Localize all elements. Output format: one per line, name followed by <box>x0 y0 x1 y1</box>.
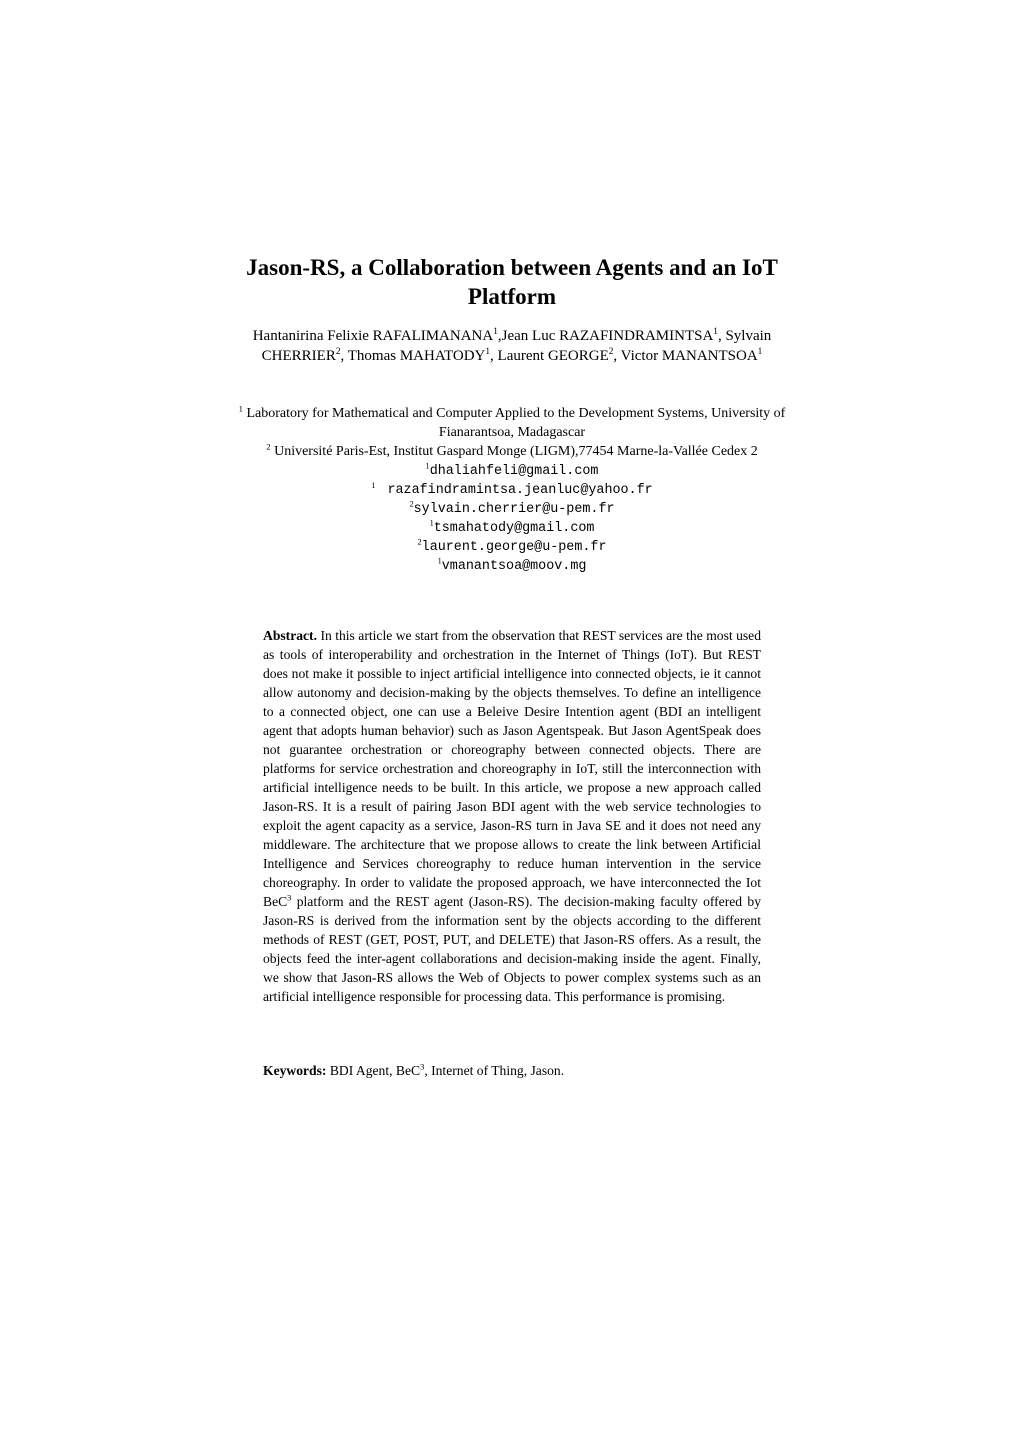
email-item: $^1$ razafindramintsa.jeanluc@yahoo.fr <box>371 480 653 498</box>
keywords: Keywords: BDI Agent, BeC$^3$, Internet of Thing, Jason. <box>263 1061 565 1078</box>
abstract-text: In this article we start from the observation that REST services are the most used as tools of interoperability and orchestration in the Internet of Things (IoT). But REST does not make it possible to inject artificial intelligence into connected objects, ie it cannot allow autonomy and decision-making by the objects themselves. To define an intelligence to a connected object, one can use a Beleive Desire Intention agent (BDI an intelligent agent that adopts human behavior) such as Jason Agentspeak. But Jason AgentSpeak does not guarantee orchestration or choreography between connected objects. There are platforms for service orchestration and choreography in IoT, still the interconnection with artificial intelligence needs to be built. In this article, we propose a new approach called Jason-RS. It is a result of pairing Jason BDI agent with the web service technologies to exploit the agent capacity as a service, Jason-RS turn in Java SE and it does not need any middleware. The architecture that we propose allows to create the link between Artificial Intelligence and Services choreography to reduce human intervention in the service choreography. In order to validate the proposed approach, we have interconnected the Iot BeC <box>263 628 761 909</box>
abstract-label: Abstract. <box>263 628 317 643</box>
paper-title: Jason-RS, a Collaboration between Agents and an IoT Platform <box>246 255 778 309</box>
author: Jean Luc RAZAFINDRAMINTSA$^1$, <box>501 327 726 344</box>
email-address: razafindramintsa.jeanluc@yahoo.fr <box>387 483 653 498</box>
author: Victor MANANTSOA$^1$ <box>620 347 763 364</box>
author-list <box>210 326 814 366</box>
keywords-label: Keywords: <box>263 1063 327 1078</box>
abstract: Abstract. In this article we start from the observation that REST services are the most used as tools of interoperability and orchestration in the Internet of Things (IoT). But REST does not make it possible to inject artificial intelligence into connected objects, ie it cannot allow autonomy and decision-making by the objects themselves. To define an intelligence to a connected object, one can use a Beleive Desire Intention agent (BDI an intelligent agent that adopts human behavior) such as Jason Agentspeak. But Jason AgentSpeak does not guarantee orchestration or choreography between connected objects. There are platforms for service orchestration and choreography in IoT, still the interconnection with artificial intelligence needs to be built. In this article, we propose a new approach called Jason-RS. It is a result of pairing Jason BDI agent with the web service technologies to exploit the agent capacity as a service, Jason-RS turn in Java SE and it does not need any middleware. The architecture that we propose allows to create the link between Artificial Intelligence and Services choreography to reduce human intervention in the service choreography. In order to validate the proposed approach, we have interconnected the Iot BeC$^3$ platform and the REST agent (Jason-RS). The decision-making faculty offered by Jason-RS is derived from the information sent by the objects according to the different methods of REST (GET, POST, PUT, and DELETE) that Jason-RS offers. As a result, the objects feed the inter-agent collaborations and decision-making inside the agent. Finally, we show that Jason-RS allows the Web of Objects to power complex systems such as an artificial intelligence responsible for processing data. This performance is promising. <box>263 628 761 1004</box>
author: Laurent GEORGE$^2$, <box>497 347 621 364</box>
affiliation: $^2$ Université Paris-Est, Institut Gaspard Monge (LIGM),77454 Marne-la-Vallée Cedex 2 <box>266 441 758 459</box>
email-address: vmanantsoa@moov.mg <box>441 559 587 574</box>
author: Thomas MAHATODY$^1$, <box>347 347 498 364</box>
email-address: sylvain.cherrier@u-pem.fr <box>413 502 615 517</box>
affiliation: $^1$ Laboratory for Mathematical and Computer Applied to the Development Systems, University of Fianarantsoa, Madagascar <box>238 403 786 440</box>
affiliation-list <box>200 404 824 461</box>
email-list <box>200 462 824 576</box>
author: Hantanirina Felixie RAFALIMANANA$^1$, <box>252 327 502 344</box>
email-item: $^1$tsmahatody@gmail.com <box>429 518 595 536</box>
email-address: dhaliahfeli@gmail.com <box>429 464 599 479</box>
email-item: $^2$laurent.george@u-pem.fr <box>417 537 607 555</box>
abstract-text-continued: platform and the REST agent (Jason-RS). The decision-making faculty offered by Jason-RS is derived from the information sent by the objects according to the different methods of REST (GET, POST, PUT, and DELETE) that Jason-RS offers. As a result, the objects feed the inter-agent collaborations and decision-making inside the agent. Finally, we show that Jason-RS allows the Web of Objects to power complex systems such as an artificial intelligence responsible for processing data. This performance is promising. <box>263 894 761 1004</box>
email-address: tsmahatody@gmail.com <box>433 521 595 536</box>
author: Sylvain CHERRIER$^2$, <box>261 328 772 364</box>
email-address: laurent.george@u-pem.fr <box>421 540 607 555</box>
email-item: $^1$dhaliahfeli@gmail.com <box>425 461 599 479</box>
email-item: $^2$sylvain.cherrier@u-pem.fr <box>409 499 615 517</box>
email-item: $^1$vmanantsoa@moov.mg <box>437 556 587 574</box>
